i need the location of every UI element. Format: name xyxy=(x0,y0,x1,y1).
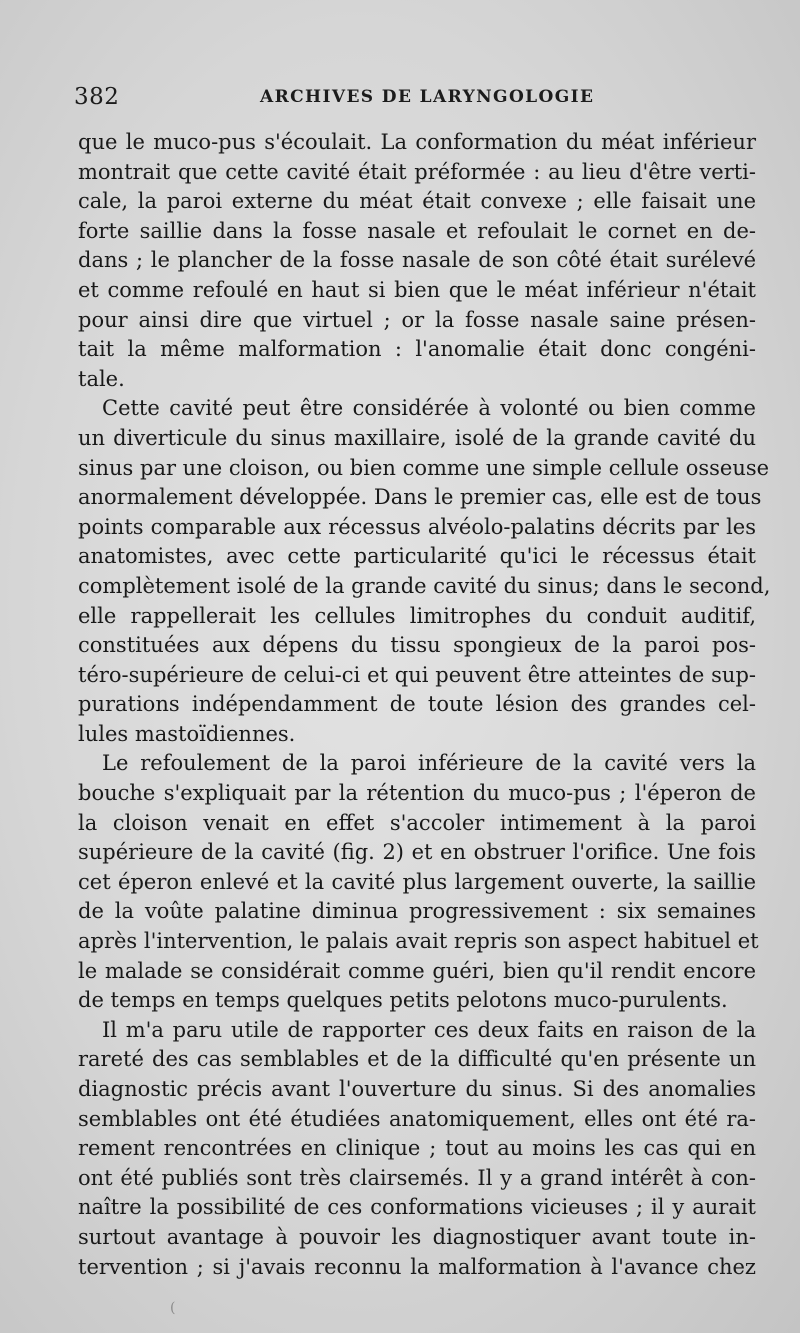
text-line: cet éperon enlevé et la cavité plus largement ouverte, la saillie xyxy=(78,869,756,894)
text-line: la cloison venait en effet s'accoler intimement à la paroi xyxy=(78,810,756,835)
paragraph-first-line: Le refoulement de la paroi inférieure de la cavité vers la xyxy=(102,751,756,776)
text-line: que le muco-pus s'écoulait. La conformation du méat inférieur xyxy=(78,130,756,154)
text-line: ont été publiés sont très clairsemés. Il y a grand intérêt à con- xyxy=(78,1165,756,1190)
text-line: de temps en temps quelques petits pelotons muco-purulents. xyxy=(78,988,728,1013)
text-line: rareté des cas semblables et de la difficulté qu'en présente un xyxy=(78,1047,756,1072)
text-line: tervention ; si j'avais reconnu la malformation à l'avance chez xyxy=(78,1254,756,1279)
text-line: bouche s'expliquait par la rétention du muco-pus ; l'éperon de xyxy=(78,781,756,806)
body-text xyxy=(78,128,771,1282)
text-line: tale. xyxy=(78,366,125,391)
text-line: tait la même malformation : l'anomalie était donc congéni- xyxy=(78,337,756,362)
text-line: téro-supérieure de celui-ci et qui peuvent être atteintes de sup- xyxy=(78,662,756,687)
text-line: de la voûte palatine diminua progressivement : six semaines xyxy=(78,899,756,924)
text-line: lules mastoïdiennes. xyxy=(78,721,296,746)
text-line: le malade se considérait comme guéri, bien qu'il rendit encore xyxy=(78,958,756,983)
text-line: purations indépendamment de toute lésion des grandes cel- xyxy=(78,692,756,717)
text-line: dans ; le plancher de la fosse nasale de son côté était surélevé xyxy=(78,248,756,273)
text-line: un diverticule du sinus maxillaire, isolé de la grande cavité du xyxy=(78,425,756,450)
text-line: sinus par une cloison, ou bien comme une simple cellule osseuse xyxy=(78,455,770,480)
text-line: semblables ont été étudiées anatomiquement, elles ont été ra- xyxy=(78,1106,756,1131)
running-head: ARCHIVES DE LARYNGOLOGIE xyxy=(260,87,595,107)
paragraph-first-line: Il m'a paru utile de rapporter ces deux faits en raison de la xyxy=(102,1017,756,1042)
text-line: constituées aux dépens du tissu spongieux de la paroi pos- xyxy=(78,633,756,658)
paragraph-first-line: Cette cavité peut être considérée à volonté ou bien comme xyxy=(102,396,756,421)
text-line: pour ainsi dire que virtuel ; or la fosse nasale saine présen- xyxy=(78,307,756,332)
text-line: elle rappellerait les cellules limitrophes du conduit auditif, xyxy=(78,603,756,628)
text-line: surtout avantage à pouvoir les diagnostiquer avant toute in- xyxy=(78,1224,756,1249)
text-line: diagnostic précis avant l'ouverture du sinus. Si des anomalies xyxy=(78,1077,756,1101)
text-line: montrait que cette cavité était préformée : au lieu d'être verti- xyxy=(78,159,756,184)
text-line: naître la possibilité de ces conformations vicieuses ; il y aurait xyxy=(78,1195,756,1220)
text-line: cale, la paroi externe du méat était convexe ; elle faisait une xyxy=(78,189,756,214)
text-line: anormalement développée. Dans le premier cas, elle est de tous xyxy=(78,485,762,510)
margin-pencil-mark: ( xyxy=(170,1300,176,1316)
text-line: après l'intervention, le palais avait repris son aspect habituel et xyxy=(78,929,759,954)
text-line: et comme refoulé en haut si bien que le méat inférieur n'était xyxy=(78,277,756,302)
text-line: rement rencontrées en clinique ; tout au moins les cas qui en xyxy=(78,1136,756,1161)
text-line: supérieure de la cavité (fig. 2) et en obstruer l'orifice. Une fois xyxy=(78,840,756,865)
text-line: anatomistes, avec cette particularité qu'ici le récessus était xyxy=(78,544,756,569)
text-line: complètement isolé de la grande cavité du sinus; dans le second, xyxy=(78,573,771,598)
page-header xyxy=(74,84,764,114)
page-number: 382 xyxy=(74,84,120,110)
text-line: points comparable aux récessus alvéolo-palatins décrits par les xyxy=(78,514,756,539)
text-line: forte saillie dans la fosse nasale et refoulait le cornet en de- xyxy=(78,218,756,243)
